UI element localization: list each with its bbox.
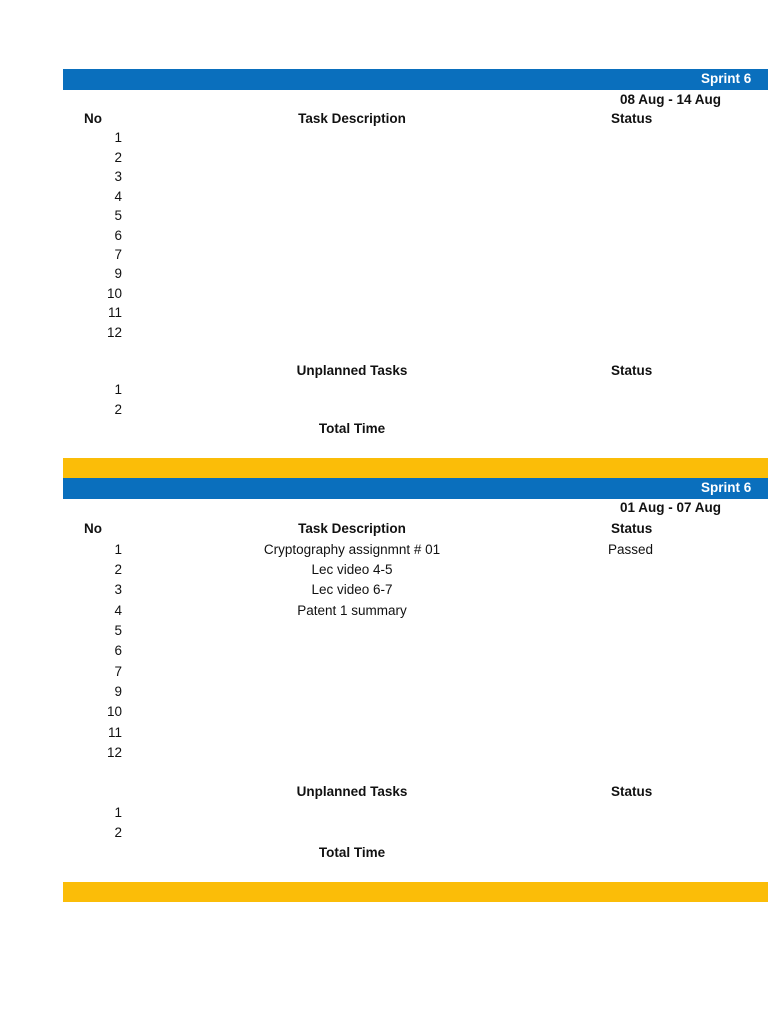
row-number: 10	[106, 704, 122, 719]
row-number: 2	[114, 150, 122, 165]
column-header-task-description: Task Description	[298, 521, 406, 536]
unplanned-tasks-header: Unplanned Tasks	[296, 363, 408, 378]
row-number: 7	[114, 664, 122, 679]
row-number: 9	[114, 266, 122, 281]
row-number: 1	[114, 542, 122, 557]
date-range: 08 Aug - 14 Aug	[620, 92, 722, 107]
unplanned-status-header: Status	[611, 784, 653, 799]
unplanned-status-header: Status	[611, 363, 653, 378]
sprint-header-band	[63, 69, 768, 90]
task-description-cell: Patent 1 summary	[297, 603, 407, 618]
row-number: 2	[114, 402, 122, 417]
row-number: 7	[114, 247, 122, 262]
row-number: 6	[114, 643, 122, 658]
total-time-label: Total Time	[318, 845, 386, 860]
row-number: 11	[107, 725, 122, 740]
row-number: 4	[114, 189, 122, 204]
status-cell: Passed	[608, 542, 654, 557]
row-number: 6	[114, 228, 122, 243]
section-separator-band	[63, 458, 768, 478]
task-description-cell: Cryptography assignmnt # 01	[263, 542, 441, 557]
sprint-label: Sprint 6	[701, 480, 752, 495]
row-number: 2	[114, 825, 122, 840]
unplanned-tasks-header: Unplanned Tasks	[296, 784, 408, 799]
row-number: 1	[114, 805, 122, 820]
date-range: 01 Aug - 07 Aug	[620, 500, 722, 515]
row-number: 10	[106, 286, 122, 301]
section-separator-band	[63, 882, 768, 902]
column-header-no: No	[84, 111, 102, 126]
task-description-cell: Lec video 4-5	[311, 562, 393, 577]
task-description-cell: Lec video 6-7	[311, 582, 393, 597]
column-header-task-description: Task Description	[298, 111, 406, 126]
row-number: 1	[114, 382, 122, 397]
row-number: 4	[114, 603, 122, 618]
row-number: 2	[114, 562, 122, 577]
sprint-header-band	[63, 478, 768, 499]
row-number: 5	[114, 208, 122, 223]
row-number: 5	[114, 623, 122, 638]
total-time-label: Total Time	[318, 421, 386, 436]
row-number: 3	[114, 582, 122, 597]
row-number: 12	[106, 325, 122, 340]
column-header-status: Status	[611, 111, 653, 126]
column-header-status: Status	[611, 521, 653, 536]
row-number: 9	[114, 684, 122, 699]
row-number: 12	[106, 745, 122, 760]
row-number: 11	[107, 305, 122, 320]
row-number: 3	[114, 169, 122, 184]
sprint-label: Sprint 6	[701, 71, 752, 86]
column-header-no: No	[84, 521, 102, 536]
row-number: 1	[114, 130, 122, 145]
